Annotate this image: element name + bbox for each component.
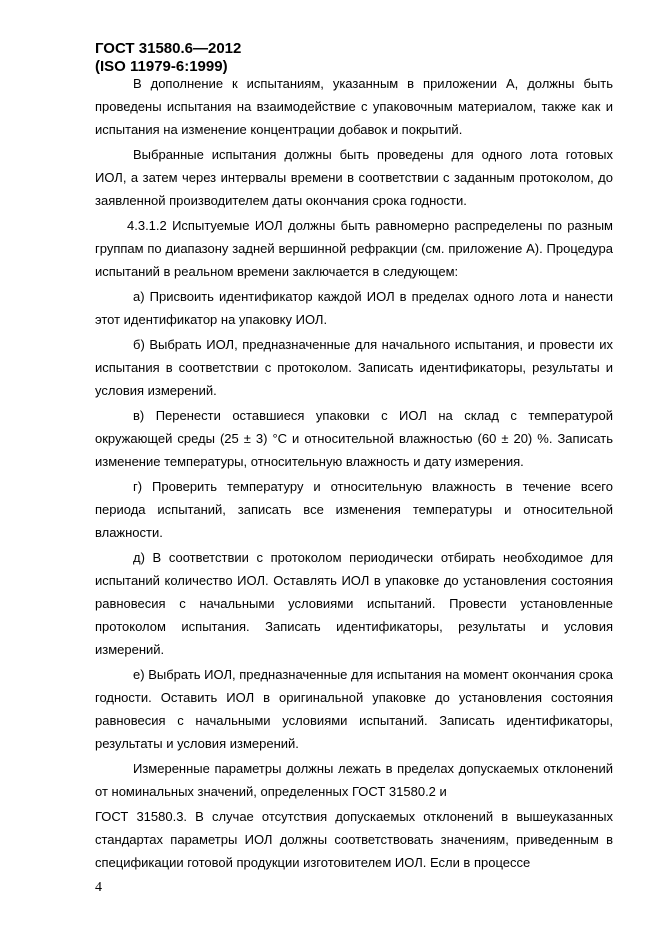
list-item: д) В соответствии с протоколом периодически отбирать необходимое для испытаний количество ИОЛ. Оставлять ИОЛ в упаковке до установления состояния равновесия с начальными условиями испытаний. Провести установленные протоколом испытания. Записать идентификаторы, результаты и условия измерений.: [95, 550, 613, 657]
paragraph: Измеренные параметры должны лежать в пределах допускаемых отклонений от номинальных значений, определенных ГОСТ 31580.2 и: [95, 761, 613, 799]
list-item: а) Присвоить идентификатор каждой ИОЛ в пределах одного лота и нанести этот идентификатор на упаковку ИОЛ.: [95, 289, 613, 327]
iso-reference: (ISO 11979-6:1999): [95, 58, 228, 75]
paragraph: В дополнение к испытаниям, указанным в приложении А, должны быть проведены испытания на взаимодействие с упаковочным материалом, также как и испытания на изменение концентрации добавок и покрытий.: [95, 76, 613, 137]
standard-code: ГОСТ 31580.6—2012: [95, 40, 242, 57]
list-item: б) Выбрать ИОЛ, предназначенные для начального испытания, и провести их испытания в соответствии с протоколом. Записать идентификаторы, результаты и условия измерений.: [95, 337, 613, 398]
page-number: 4: [95, 880, 102, 895]
paragraph: Выбранные испытания должны быть проведены для одного лота готовых ИОЛ, а затем через интервалы времени в соответствии с заданным протоколом, до заявленной производителем даты окончания срока годности.: [95, 147, 613, 208]
clause-paragraph: 4.3.1.2 Испытуемые ИОЛ должны быть равномерно распределены по разным группам по диапазону задней вершинной рефракции (см. приложение А). Процедура испытаний в реальном времени заключается в следующем:: [95, 218, 613, 279]
list-item: г) Проверить температуру и относительную влажность в течение всего периода испытаний, записать все изменения температуры и относительной влажности.: [95, 479, 613, 540]
list-item: е) Выбрать ИОЛ, предназначенные для испытания на момент окончания срока годности. Оставить ИОЛ в оригинальной упаковке до установления состояния равновесия с начальными условиями испытаний. Записать идентификаторы, результаты и условия измерений.: [95, 667, 613, 751]
body-text: [95, 72, 613, 874]
paragraph-continuation: ГОСТ 31580.3. В случае отсутствия допускаемых отклонений в вышеуказанных стандартах параметры ИОЛ должны соответствовать значениям, приведенным в спецификации готовой продукции изготовителем ИОЛ. Если в процессе: [95, 809, 613, 870]
list-item: в) Перенести оставшиеся упаковки с ИОЛ на склад с температурой окружающей среды (25 ± 3) °С и относительной влажностью (60 ± 20) %. Записать изменение температуры, относительную влажность и дату измерения.: [95, 408, 613, 469]
